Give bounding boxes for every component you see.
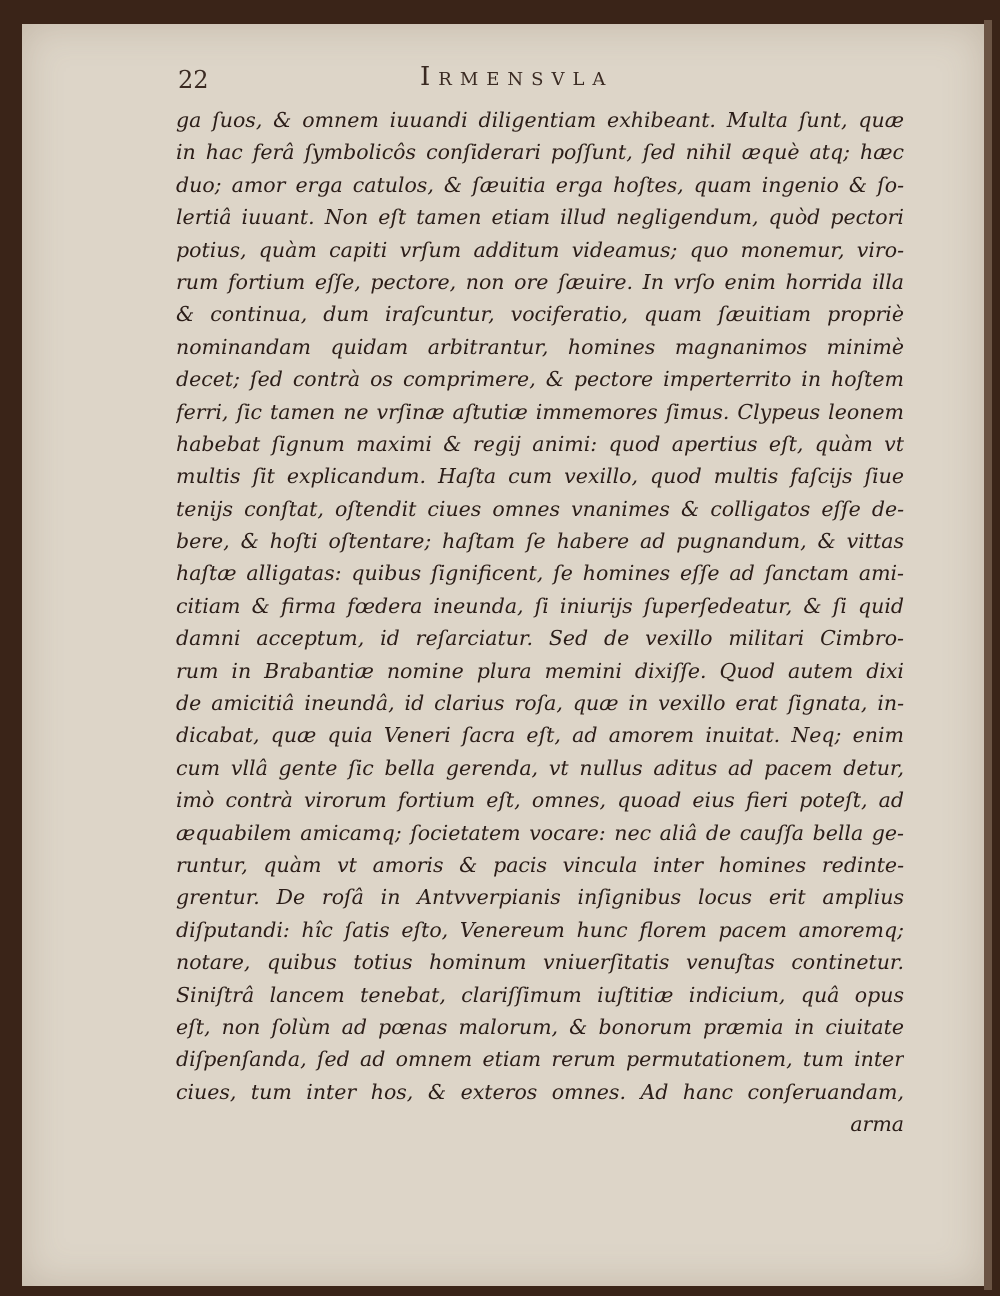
text-line: damni acceptum, id reſarciatur. Sed de vexillo militari Cimbro- bbox=[176, 626, 904, 651]
text-line: multis ſit explicandum. Haſta cum vexillo, quod multis faſcijs ſiue bbox=[176, 464, 904, 489]
text-line: de amicitiâ ineundâ, id clarius roſa, quæ in vexillo erat ſignata, in- bbox=[176, 691, 904, 716]
text-line: rum fortium eſſe, pectore, non ore ſæuire. In vrſo enim horrida illa bbox=[176, 269, 904, 294]
text-line: haſtæ alligatas: quibus ſignificent, ſe homines eſſe ad ſanctam ami- bbox=[176, 561, 904, 586]
text-line: ciues, tum inter hos, & exteros omnes. Ad hanc conſeruandam, bbox=[176, 1079, 904, 1104]
text-block bbox=[176, 104, 904, 1141]
text-line: notare, quibus totius hominum vniuerſitatis venuſtas continetur. bbox=[176, 950, 904, 975]
text-line: citiam & firma fœdera ineunda, ſi iniurijs ſuperſedeatur, & ſi quid bbox=[176, 593, 904, 618]
text-line: dicabat, quæ quia Veneri ſacra eſt, ad amorem inuitat. Neq; enim bbox=[176, 723, 904, 748]
text-line: cum vllâ gente ſic bella gerenda, vt nullus aditus ad pacem detur, bbox=[176, 755, 904, 780]
text-line: & continua, dum iraſcuntur, vociferatio, quam ſæuitiam propriè bbox=[176, 302, 904, 327]
text-line: duo; amor erga catulos, & ſæuitia erga hoſtes, quam ingenio & ſo- bbox=[176, 172, 904, 197]
text-line: nominandam quidam arbitrantur, homines magnanimos minimè bbox=[176, 334, 904, 359]
text-line: lertiâ iuuant. Non eſt tamen etiam illud negligendum, quòd pectori bbox=[176, 205, 904, 230]
text-line: ga ſuos, & omnem iuuandi diligentiam exhibeant. Multa ſunt, quæ bbox=[176, 108, 904, 132]
text-line: arma bbox=[850, 1112, 904, 1137]
text-line: rum in Brabantiæ nomine plura memini dixiſſe. Quod autem dixi bbox=[176, 658, 904, 683]
text-line: in hac ferâ ſymbolicôs conſiderari poſſunt, ſed nihil æquè atq; hæc bbox=[176, 140, 904, 165]
running-head bbox=[178, 62, 898, 102]
text-line: habebat ſignum maximi & regij animi: quod apertius eſt, quàm vt bbox=[176, 431, 904, 456]
page-edge bbox=[984, 20, 992, 1290]
text-line: potius, quàm capiti vrſum additum videamus; quo monemur, viro- bbox=[176, 237, 904, 262]
text-line: diſpenſanda, ſed ad omnem etiam rerum permutationem, tum inter bbox=[176, 1047, 904, 1072]
text-line: bere, & hoſti oſtentare; haſtam ſe habere ad pugnandum, & vittas bbox=[176, 529, 904, 554]
page-number: 22 bbox=[178, 66, 209, 94]
text-line: Siniſtrâ lancem tenebat, clariſſimum iuſtitiæ indicium, quâ opus bbox=[176, 982, 904, 1007]
text-line: imò contrà virorum fortium eſt, omnes, quoad eius fieri poteſt, ad bbox=[176, 788, 904, 813]
text-line: decet; ſed contrà os comprimere, & pectore imperterrito in hoſtem bbox=[176, 367, 904, 392]
text-line: eſt, non ſolùm ad pœnas malorum, & bonorum præmia in ciuitate bbox=[176, 1014, 904, 1039]
text-line: diſputandi: hîc ſatis eſto, Venereum hunc florem pacem amoremq; bbox=[176, 917, 904, 942]
text-line: ferri, ſic tamen ne vrſinæ aſtutiæ immemores ſimus. Clypeus leonem bbox=[176, 399, 904, 424]
text-line: æquabilem amicamq; ſocietatem vocare: nec aliâ de cauſſa bella ge- bbox=[176, 820, 904, 845]
running-title: Irmensvla bbox=[420, 62, 614, 92]
text-line: tenijs conſtat, oſtendit ciues omnes vnanimes & colligatos eſſe de- bbox=[176, 496, 904, 521]
text-line: runtur, quàm vt amoris & pacis vincula inter homines redinte- bbox=[176, 852, 904, 877]
text-line: grentur. De roſâ in Antvverpianis inſignibus locus erit amplius bbox=[176, 885, 904, 910]
